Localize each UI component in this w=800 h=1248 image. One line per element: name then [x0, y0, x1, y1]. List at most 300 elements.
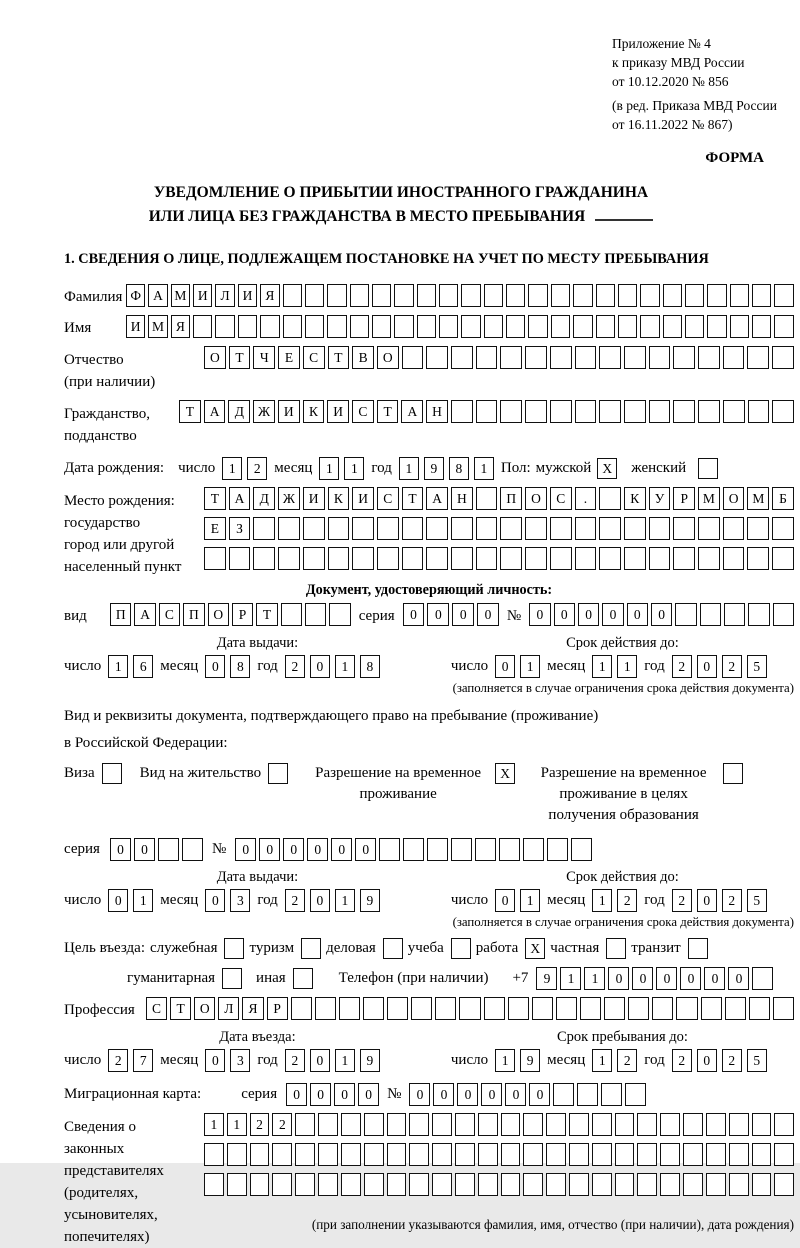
char-cell[interactable] — [379, 838, 400, 861]
char-cell[interactable] — [451, 517, 473, 540]
char-cell[interactable]: П — [500, 487, 522, 510]
char-cell[interactable] — [409, 1113, 429, 1136]
char-cell[interactable]: 0 — [433, 1083, 454, 1106]
digit-cell[interactable]: 1 — [474, 457, 494, 480]
char-cell[interactable] — [253, 547, 275, 570]
migration-series-cells[interactable] — [286, 1083, 379, 1106]
char-cell[interactable] — [553, 1083, 574, 1106]
char-cell[interactable]: Д — [253, 487, 275, 510]
char-cell[interactable]: 0 — [529, 603, 550, 626]
char-cell[interactable] — [295, 1173, 315, 1196]
char-cell[interactable]: 0 — [656, 967, 677, 990]
char-cell[interactable] — [707, 315, 726, 338]
char-cell[interactable] — [599, 517, 621, 540]
char-cell[interactable]: 9 — [536, 967, 557, 990]
digit-cell[interactable]: 0 — [205, 889, 225, 912]
digit-cell[interactable]: 1 — [133, 889, 153, 912]
doc-number-cells[interactable] — [529, 603, 794, 626]
char-cell[interactable]: 2 — [272, 1113, 292, 1136]
char-cell[interactable] — [253, 517, 275, 540]
char-cell[interactable]: 0 — [235, 838, 256, 861]
char-cell[interactable] — [499, 838, 520, 861]
char-cell[interactable]: 0 — [331, 838, 352, 861]
residence-valid-month[interactable] — [592, 889, 637, 912]
char-cell[interactable]: 0 — [286, 1083, 307, 1106]
char-cell[interactable] — [673, 400, 695, 423]
char-cell[interactable] — [305, 603, 326, 626]
char-cell[interactable]: 0 — [110, 838, 131, 861]
char-cell[interactable]: Я — [171, 315, 190, 338]
phone-cells[interactable] — [536, 967, 773, 990]
char-cell[interactable] — [683, 1173, 703, 1196]
char-cell[interactable]: В — [352, 346, 374, 369]
char-cell[interactable] — [550, 346, 572, 369]
char-cell[interactable] — [592, 1143, 612, 1166]
char-cell[interactable] — [772, 346, 794, 369]
char-cell[interactable] — [550, 547, 572, 570]
surname-cells[interactable] — [126, 284, 794, 307]
char-cell[interactable] — [730, 315, 749, 338]
char-cell[interactable]: 1 — [584, 967, 605, 990]
char-cell[interactable] — [372, 315, 391, 338]
char-cell[interactable] — [575, 346, 597, 369]
char-cell[interactable] — [501, 1113, 521, 1136]
char-cell[interactable] — [615, 1143, 635, 1166]
char-cell[interactable] — [772, 547, 794, 570]
char-cell[interactable] — [387, 1173, 407, 1196]
digit-cell[interactable]: 0 — [205, 1049, 225, 1072]
digit-cell[interactable]: 1 — [495, 1049, 515, 1072]
char-cell[interactable] — [660, 1113, 680, 1136]
doc-valid-month[interactable] — [592, 655, 637, 678]
char-cell[interactable] — [158, 838, 179, 861]
char-cell[interactable]: С — [377, 487, 399, 510]
char-cell[interactable] — [227, 1143, 247, 1166]
digit-cell[interactable]: 2 — [672, 1049, 692, 1072]
digit-cell[interactable]: 5 — [747, 889, 767, 912]
char-cell[interactable] — [229, 547, 251, 570]
char-cell[interactable] — [411, 997, 432, 1020]
char-cell[interactable] — [193, 315, 212, 338]
char-cell[interactable]: С — [352, 400, 374, 423]
digit-cell[interactable]: 8 — [449, 457, 469, 480]
purpose-humanitarian-checkbox[interactable] — [222, 968, 242, 989]
char-cell[interactable] — [698, 547, 720, 570]
digit-cell[interactable]: 1 — [335, 655, 355, 678]
char-cell[interactable] — [707, 284, 726, 307]
char-cell[interactable] — [295, 1113, 315, 1136]
char-cell[interactable] — [451, 400, 473, 423]
char-cell[interactable]: 0 — [452, 603, 474, 626]
char-cell[interactable] — [569, 1113, 589, 1136]
char-cell[interactable] — [523, 1173, 543, 1196]
char-cell[interactable] — [723, 517, 745, 540]
char-cell[interactable] — [328, 517, 350, 540]
char-cell[interactable] — [455, 1143, 475, 1166]
char-cell[interactable] — [637, 1173, 657, 1196]
representatives-cells-1[interactable] — [204, 1113, 794, 1136]
char-cell[interactable] — [377, 517, 399, 540]
doc-valid-day[interactable] — [495, 655, 540, 678]
char-cell[interactable] — [706, 1173, 726, 1196]
char-cell[interactable] — [685, 284, 704, 307]
char-cell[interactable]: Т — [170, 997, 191, 1020]
char-cell[interactable] — [523, 838, 544, 861]
purpose-commercial-checkbox[interactable] — [383, 938, 403, 959]
char-cell[interactable]: К — [624, 487, 646, 510]
char-cell[interactable] — [706, 1113, 726, 1136]
digit-cell[interactable]: 2 — [108, 1049, 128, 1072]
representatives-cells-3[interactable] — [204, 1173, 794, 1196]
digit-cell[interactable]: 9 — [360, 1049, 380, 1072]
char-cell[interactable] — [182, 838, 203, 861]
char-cell[interactable] — [637, 1113, 657, 1136]
digit-cell[interactable]: 0 — [697, 655, 717, 678]
char-cell[interactable] — [592, 1173, 612, 1196]
char-cell[interactable]: Ч — [253, 346, 275, 369]
char-cell[interactable]: 0 — [651, 603, 672, 626]
digit-cell[interactable]: 0 — [205, 655, 225, 678]
char-cell[interactable] — [402, 547, 424, 570]
char-cell[interactable] — [250, 1173, 270, 1196]
char-cell[interactable] — [673, 547, 695, 570]
digit-cell[interactable]: 7 — [133, 1049, 153, 1072]
char-cell[interactable] — [329, 603, 350, 626]
char-cell[interactable] — [624, 346, 646, 369]
char-cell[interactable]: 0 — [632, 967, 653, 990]
char-cell[interactable]: Л — [215, 284, 234, 307]
purpose-study-checkbox[interactable] — [451, 938, 471, 959]
char-cell[interactable]: Р — [232, 603, 253, 626]
char-cell[interactable] — [546, 1173, 566, 1196]
char-cell[interactable]: 0 — [481, 1083, 502, 1106]
profession-cells[interactable] — [146, 997, 794, 1020]
digit-cell[interactable]: 2 — [672, 889, 692, 912]
doc-valid-year[interactable] — [672, 655, 767, 678]
digit-cell[interactable]: 1 — [222, 457, 242, 480]
char-cell[interactable] — [387, 1113, 407, 1136]
residence-permit-checkbox[interactable] — [268, 763, 288, 784]
char-cell[interactable] — [748, 603, 769, 626]
digit-cell[interactable]: 1 — [399, 457, 419, 480]
char-cell[interactable] — [774, 1113, 794, 1136]
doc-series-cells[interactable] — [403, 603, 499, 626]
char-cell[interactable] — [698, 400, 720, 423]
digit-cell[interactable]: 8 — [230, 655, 250, 678]
char-cell[interactable] — [327, 284, 346, 307]
residence-issued-month[interactable] — [205, 889, 250, 912]
char-cell[interactable] — [685, 315, 704, 338]
char-cell[interactable] — [660, 1143, 680, 1166]
char-cell[interactable] — [451, 547, 473, 570]
char-cell[interactable] — [204, 1143, 224, 1166]
char-cell[interactable] — [752, 284, 771, 307]
char-cell[interactable] — [364, 1113, 384, 1136]
char-cell[interactable] — [773, 603, 794, 626]
char-cell[interactable]: 1 — [560, 967, 581, 990]
char-cell[interactable] — [341, 1143, 361, 1166]
char-cell[interactable] — [295, 1143, 315, 1166]
char-cell[interactable] — [291, 997, 312, 1020]
char-cell[interactable] — [618, 315, 637, 338]
char-cell[interactable] — [625, 1083, 646, 1106]
char-cell[interactable] — [451, 346, 473, 369]
char-cell[interactable] — [352, 547, 374, 570]
char-cell[interactable] — [725, 997, 746, 1020]
char-cell[interactable] — [475, 838, 496, 861]
residence-valid-day[interactable] — [495, 889, 540, 912]
char-cell[interactable] — [435, 997, 456, 1020]
char-cell[interactable]: 1 — [204, 1113, 224, 1136]
char-cell[interactable] — [675, 603, 696, 626]
char-cell[interactable] — [551, 315, 570, 338]
char-cell[interactable] — [402, 346, 424, 369]
char-cell[interactable] — [363, 997, 384, 1020]
digit-cell[interactable]: 3 — [230, 1049, 250, 1072]
char-cell[interactable] — [673, 517, 695, 540]
char-cell[interactable] — [723, 346, 745, 369]
stay-year[interactable] — [672, 1049, 767, 1072]
char-cell[interactable] — [484, 997, 505, 1020]
residence-valid-year[interactable] — [672, 889, 767, 912]
digit-cell[interactable]: 0 — [310, 889, 330, 912]
stay-month[interactable] — [592, 1049, 637, 1072]
char-cell[interactable] — [528, 284, 547, 307]
male-checkbox[interactable]: X — [597, 458, 617, 479]
char-cell[interactable]: И — [278, 400, 300, 423]
char-cell[interactable]: 2 — [250, 1113, 270, 1136]
char-cell[interactable] — [525, 346, 547, 369]
char-cell[interactable] — [476, 400, 498, 423]
birthplace-cells-1[interactable] — [204, 487, 794, 510]
char-cell[interactable] — [628, 997, 649, 1020]
name-cells[interactable] — [126, 315, 794, 338]
digit-cell[interactable]: 1 — [335, 889, 355, 912]
char-cell[interactable]: 0 — [409, 1083, 430, 1106]
char-cell[interactable] — [673, 346, 695, 369]
char-cell[interactable]: С — [146, 997, 167, 1020]
char-cell[interactable] — [394, 284, 413, 307]
char-cell[interactable] — [723, 547, 745, 570]
char-cell[interactable] — [752, 1143, 772, 1166]
char-cell[interactable]: Я — [242, 997, 263, 1020]
char-cell[interactable] — [461, 284, 480, 307]
char-cell[interactable] — [315, 997, 336, 1020]
char-cell[interactable] — [577, 1083, 598, 1106]
char-cell[interactable] — [364, 1173, 384, 1196]
char-cell[interactable]: 0 — [307, 838, 328, 861]
char-cell[interactable] — [417, 284, 436, 307]
char-cell[interactable] — [637, 1143, 657, 1166]
char-cell[interactable] — [683, 1113, 703, 1136]
char-cell[interactable]: 0 — [457, 1083, 478, 1106]
char-cell[interactable] — [339, 997, 360, 1020]
char-cell[interactable]: 0 — [427, 603, 449, 626]
migration-number-cells[interactable] — [409, 1083, 646, 1106]
char-cell[interactable]: А — [401, 400, 423, 423]
char-cell[interactable] — [523, 1113, 543, 1136]
char-cell[interactable] — [604, 997, 625, 1020]
char-cell[interactable] — [551, 284, 570, 307]
char-cell[interactable] — [575, 547, 597, 570]
temp-residence-checkbox[interactable]: X — [495, 763, 515, 784]
char-cell[interactable] — [303, 517, 325, 540]
char-cell[interactable] — [599, 547, 621, 570]
female-checkbox[interactable] — [698, 458, 718, 479]
char-cell[interactable]: С — [550, 487, 572, 510]
char-cell[interactable] — [773, 997, 794, 1020]
digit-cell[interactable]: 1 — [617, 655, 637, 678]
char-cell[interactable]: С — [303, 346, 325, 369]
char-cell[interactable] — [476, 487, 498, 510]
char-cell[interactable] — [546, 1143, 566, 1166]
char-cell[interactable] — [774, 315, 793, 338]
char-cell[interactable] — [618, 284, 637, 307]
char-cell[interactable] — [341, 1113, 361, 1136]
entry-year[interactable] — [285, 1049, 380, 1072]
char-cell[interactable] — [387, 1143, 407, 1166]
char-cell[interactable]: О — [377, 346, 399, 369]
purpose-work-checkbox[interactable]: X — [525, 938, 545, 959]
char-cell[interactable]: 0 — [310, 1083, 331, 1106]
char-cell[interactable]: М — [148, 315, 167, 338]
digit-cell[interactable]: 3 — [230, 889, 250, 912]
digit-cell[interactable]: 0 — [108, 889, 128, 912]
char-cell[interactable]: А — [204, 400, 226, 423]
char-cell[interactable]: Т — [229, 346, 251, 369]
char-cell[interactable] — [706, 1143, 726, 1166]
char-cell[interactable] — [451, 838, 472, 861]
char-cell[interactable]: К — [328, 487, 350, 510]
char-cell[interactable] — [476, 547, 498, 570]
char-cell[interactable] — [601, 1083, 622, 1106]
doc-issued-month[interactable] — [205, 655, 250, 678]
char-cell[interactable]: У — [649, 487, 671, 510]
char-cell[interactable] — [500, 346, 522, 369]
digit-cell[interactable]: 9 — [424, 457, 444, 480]
char-cell[interactable]: 0 — [602, 603, 623, 626]
char-cell[interactable] — [532, 997, 553, 1020]
char-cell[interactable] — [556, 997, 577, 1020]
purpose-tourism-checkbox[interactable] — [301, 938, 321, 959]
char-cell[interactable] — [730, 284, 749, 307]
birth-month-cells[interactable] — [319, 457, 364, 480]
birthplace-cells-3[interactable] — [204, 547, 794, 570]
temp-residence-education-checkbox[interactable] — [723, 763, 743, 784]
purpose-transit-checkbox[interactable] — [688, 938, 708, 959]
char-cell[interactable] — [573, 315, 592, 338]
digit-cell[interactable]: 0 — [495, 655, 515, 678]
char-cell[interactable] — [624, 547, 646, 570]
char-cell[interactable] — [328, 547, 350, 570]
char-cell[interactable]: Т — [377, 400, 399, 423]
char-cell[interactable] — [546, 1113, 566, 1136]
char-cell[interactable] — [700, 603, 721, 626]
char-cell[interactable]: И — [327, 400, 349, 423]
char-cell[interactable]: 0 — [728, 967, 749, 990]
char-cell[interactable] — [774, 1173, 794, 1196]
char-cell[interactable] — [500, 400, 522, 423]
entry-month[interactable] — [205, 1049, 250, 1072]
char-cell[interactable] — [227, 1173, 247, 1196]
char-cell[interactable]: 0 — [334, 1083, 355, 1106]
digit-cell[interactable]: 1 — [108, 655, 128, 678]
doc-kind-cells[interactable] — [110, 603, 351, 626]
digit-cell[interactable]: 2 — [722, 1049, 742, 1072]
char-cell[interactable] — [547, 838, 568, 861]
char-cell[interactable]: 0 — [477, 603, 499, 626]
char-cell[interactable] — [550, 400, 572, 423]
char-cell[interactable]: Б — [772, 487, 794, 510]
purpose-business-checkbox[interactable] — [224, 938, 244, 959]
char-cell[interactable] — [523, 1143, 543, 1166]
char-cell[interactable] — [260, 315, 279, 338]
digit-cell[interactable]: 2 — [722, 655, 742, 678]
char-cell[interactable]: О — [204, 346, 226, 369]
char-cell[interactable] — [250, 1143, 270, 1166]
char-cell[interactable] — [303, 547, 325, 570]
char-cell[interactable] — [501, 1143, 521, 1166]
char-cell[interactable]: П — [183, 603, 204, 626]
char-cell[interactable] — [364, 1143, 384, 1166]
char-cell[interactable]: Р — [673, 487, 695, 510]
char-cell[interactable] — [426, 517, 448, 540]
char-cell[interactable] — [402, 517, 424, 540]
char-cell[interactable] — [649, 517, 671, 540]
char-cell[interactable] — [615, 1173, 635, 1196]
char-cell[interactable] — [350, 315, 369, 338]
char-cell[interactable] — [478, 1113, 498, 1136]
char-cell[interactable] — [575, 517, 597, 540]
char-cell[interactable] — [394, 315, 413, 338]
char-cell[interactable] — [506, 284, 525, 307]
char-cell[interactable] — [403, 838, 424, 861]
char-cell[interactable] — [729, 1143, 749, 1166]
char-cell[interactable]: К — [303, 400, 325, 423]
char-cell[interactable]: 0 — [134, 838, 155, 861]
char-cell[interactable] — [774, 284, 793, 307]
char-cell[interactable]: Л — [218, 997, 239, 1020]
doc-issued-day[interactable] — [108, 655, 153, 678]
char-cell[interactable] — [278, 547, 300, 570]
char-cell[interactable] — [752, 1113, 772, 1136]
birth-day-cells[interactable] — [222, 457, 267, 480]
char-cell[interactable]: М — [698, 487, 720, 510]
char-cell[interactable]: М — [171, 284, 190, 307]
char-cell[interactable] — [724, 603, 745, 626]
digit-cell[interactable]: 2 — [722, 889, 742, 912]
char-cell[interactable] — [476, 346, 498, 369]
digit-cell[interactable]: 9 — [520, 1049, 540, 1072]
char-cell[interactable] — [752, 967, 773, 990]
char-cell[interactable] — [350, 284, 369, 307]
char-cell[interactable] — [352, 517, 374, 540]
char-cell[interactable]: 0 — [505, 1083, 526, 1106]
char-cell[interactable] — [729, 1173, 749, 1196]
char-cell[interactable] — [580, 997, 601, 1020]
char-cell[interactable]: М — [747, 487, 769, 510]
char-cell[interactable] — [649, 400, 671, 423]
char-cell[interactable] — [525, 547, 547, 570]
char-cell[interactable]: Я — [260, 284, 279, 307]
char-cell[interactable] — [640, 315, 659, 338]
char-cell[interactable]: 0 — [554, 603, 575, 626]
char-cell[interactable] — [341, 1173, 361, 1196]
char-cell[interactable] — [305, 315, 324, 338]
char-cell[interactable] — [596, 315, 615, 338]
char-cell[interactable]: Е — [204, 517, 226, 540]
char-cell[interactable] — [660, 1173, 680, 1196]
